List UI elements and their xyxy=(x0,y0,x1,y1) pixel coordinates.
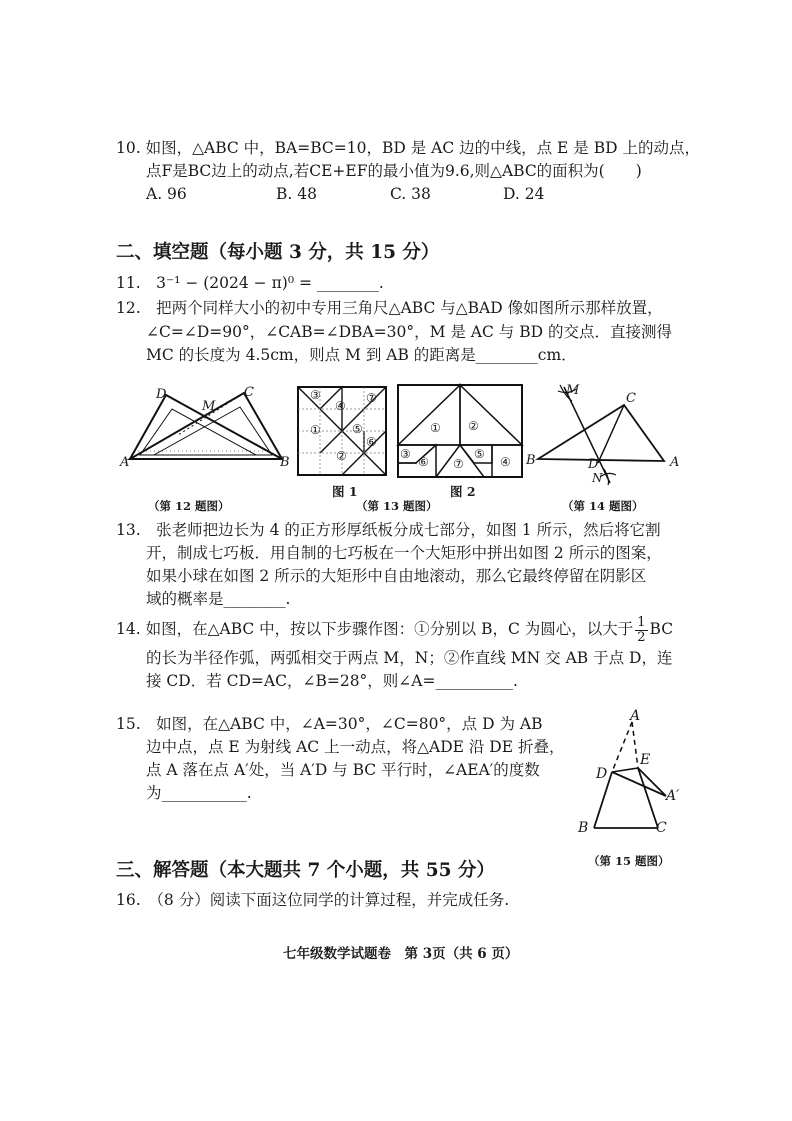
fig13-1-piece-5: ⑤ xyxy=(352,422,363,436)
fig13-2-piece-5: ⑤ xyxy=(474,447,485,461)
q15-line2: 边中点，点 E 为射线 AC 上一动点，将△ADE 沿 DE 折叠， xyxy=(146,738,565,756)
q15-line4: 为___________. xyxy=(146,784,252,802)
fig13-1-piece-1: ① xyxy=(310,423,321,437)
q14-frac-num: 1 xyxy=(637,614,646,630)
q14-line2: 的长为半径作弧，两弧相交于两点 M，N；②作直线 MN 交 AB 于点 D，连 xyxy=(146,649,673,667)
fig15-label-c: C xyxy=(656,820,667,836)
fig14-label-c: C xyxy=(626,391,636,406)
q13-line2: 开，制成七巧板．用自制的七巧板在一个大矩形中拼出如图 2 所示的图案， xyxy=(146,544,662,562)
q13-line3: 如果小球在如图 2 所示的大矩形中自由地滚动，那么它最终停留在阴影区 xyxy=(146,567,647,585)
q15-line1: 15. 如图，在△ABC 中，∠A=30°，∠C=80°，点 D 为 AB xyxy=(116,715,543,733)
fig13-1-piece-2: ② xyxy=(336,449,347,463)
fig13-1-piece-3: ③ xyxy=(310,388,321,402)
figure-12 xyxy=(118,385,290,477)
fig15-label-e: E xyxy=(640,752,651,768)
fig13-2-piece-4: ④ xyxy=(500,455,511,469)
fig13-caption: （第 13 题图） xyxy=(356,499,438,513)
q14-line1 xyxy=(116,612,673,646)
q12-line3: MC 的长度为 4.5cm，则点 M 到 AB 的距离是________cm． xyxy=(146,346,577,364)
figure-14 xyxy=(524,383,684,487)
figure-15 xyxy=(576,708,686,838)
fig14-label-d: D xyxy=(588,457,599,472)
fig15-caption: （第 15 题图） xyxy=(588,854,670,868)
fig12-label-d: D xyxy=(156,387,167,402)
fig15-label-d: D xyxy=(596,766,608,782)
q14-line1-text: 14. 如图，在△ABC 中，按以下步骤作图：①分别以 B，C 为圆心，以大于 xyxy=(116,620,634,638)
q12-line1: 12. 把两个同样大小的初中专用三角尺△ABC 与△BAD 像如图所示那样放置， xyxy=(116,299,663,317)
q10-option-a: A. 96 xyxy=(146,185,187,203)
q12-line2: ∠C=∠D=90°，∠CAB=∠DBA=30°，M 是 AC 与 BD 的交点．直接测得 xyxy=(146,323,672,341)
fig13-2-piece-2: ② xyxy=(468,419,479,433)
fig13-1-piece-4: ④ xyxy=(335,399,346,413)
fig12-label-m: M xyxy=(202,399,216,414)
q14-frac-den: 2 xyxy=(637,629,646,645)
q14-line1-tail: BC xyxy=(649,620,674,638)
fig13-1-label: 图 1 xyxy=(332,484,358,499)
q10-option-c: C. 38 xyxy=(390,185,431,203)
q10-line1: 10. 如图，△ABC 中，BA=BC=10，BD 是 AC 边的中线，点 E 是 BD 上的动点， xyxy=(116,139,700,157)
fig12-label-b: B xyxy=(280,455,290,470)
figure-13-2 xyxy=(396,383,524,479)
fig13-2-piece-6: ⑥ xyxy=(418,455,429,469)
fig15-label-a-prime: A′ xyxy=(666,788,680,804)
q11-text: 11. 3⁻¹ − (2024 − π)⁰ = ________. xyxy=(116,274,384,292)
fig14-label-n: N xyxy=(592,471,603,485)
q15-line3: 点 A 落在点 A′处，当 A′D 与 BC 平行时，∠AEA′的度数 xyxy=(146,761,540,779)
page-footer: 七年级数学试题卷 第 3页（共 6 页） xyxy=(283,946,519,962)
fig13-2-piece-1: ① xyxy=(430,421,441,435)
q10-option-b: B. 48 xyxy=(276,185,317,203)
q13-line4: 域的概率是________. xyxy=(146,590,291,608)
fig15-label-b: B xyxy=(578,820,589,836)
q16-text: 16. （8 分）阅读下面这位同学的计算过程，并完成任务. xyxy=(116,891,510,909)
fig13-2-piece-7: ⑦ xyxy=(453,457,464,471)
fig13-2-piece-3: ③ xyxy=(400,447,411,461)
q10-option-d: D. 24 xyxy=(503,185,545,203)
q14-line3: 接 CD．若 CD=AC，∠B=28°，则∠A=__________. xyxy=(146,672,518,690)
fig12-label-a: A xyxy=(120,455,130,470)
section3-title: 三、解答题（本大题共 7 个小题，共 55 分） xyxy=(116,860,495,881)
fig15-label-a: A xyxy=(630,708,641,724)
fig14-caption: （第 14 题图） xyxy=(562,499,644,513)
fig14-label-m: M xyxy=(566,383,580,398)
fig12-caption: （第 12 题图） xyxy=(148,499,230,513)
fig14-label-b: B xyxy=(526,453,536,468)
fig12-label-c: C xyxy=(244,385,254,400)
fig13-1-piece-6: ⑥ xyxy=(366,435,377,449)
q14-fraction xyxy=(635,616,647,645)
q13-line1: 13. 张老师把边长为 4 的正方形厚纸板分成七部分，如图 1 所示，然后将它割 xyxy=(116,521,661,539)
q10-line2: 点F是BC边上的动点,若CE+EF的最小值为9.6,则△ABC的面积为( ) xyxy=(146,162,642,180)
figure-13-1 xyxy=(296,385,388,477)
section2-title: 二、填空题（每小题 3 分，共 15 分） xyxy=(116,242,440,263)
fig14-label-a: A xyxy=(670,455,680,470)
fig13-1-piece-7: ⑦ xyxy=(366,391,377,405)
fig13-2-label: 图 2 xyxy=(450,484,476,499)
